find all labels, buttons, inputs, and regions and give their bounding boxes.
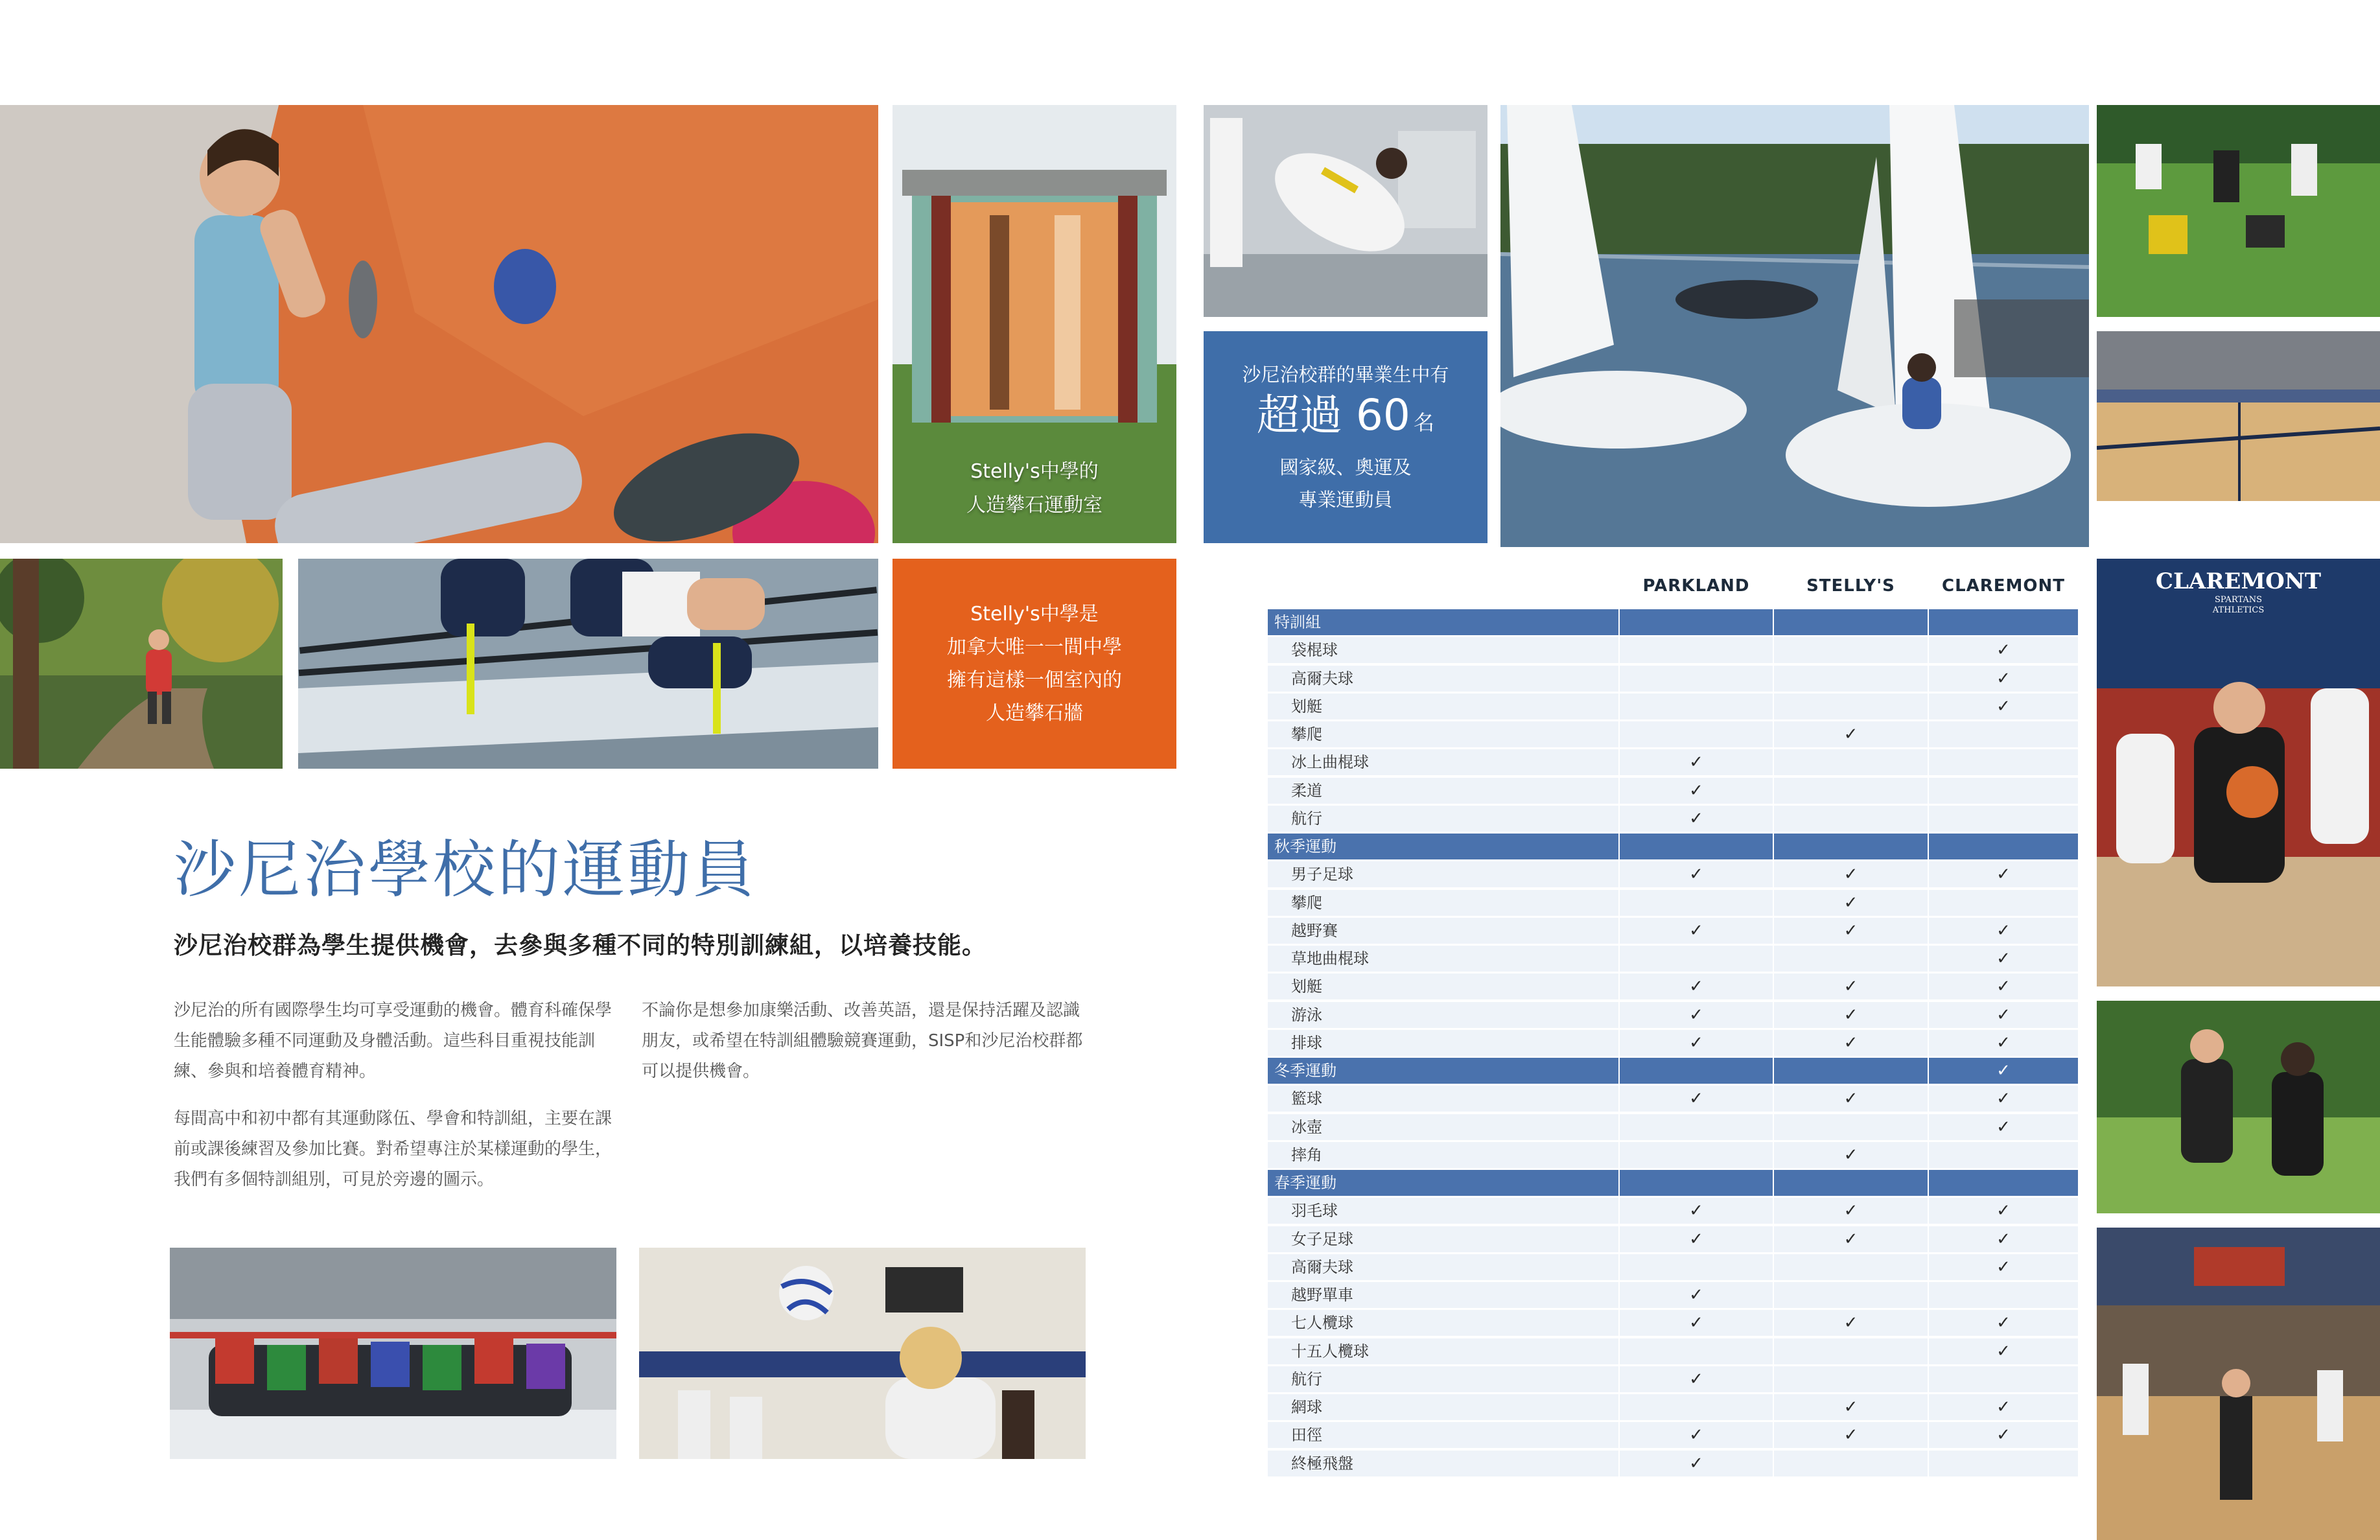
judo-photo <box>1204 105 1488 317</box>
body-column-1 <box>174 996 621 1212</box>
table-group-header <box>1268 609 2078 635</box>
table-group-header <box>1268 834 2078 859</box>
table-cell <box>1620 721 1773 747</box>
table-row <box>1268 946 2078 972</box>
check-mark-icon: ✓ <box>1996 1032 2011 1053</box>
sport-label: 越野賽 <box>1291 921 1338 940</box>
climbing-building-photo <box>892 105 1176 543</box>
table-cell <box>1774 834 1928 859</box>
table-cell <box>1774 637 1928 663</box>
graduates-callout-line3: 國家級、奧運及 <box>1279 456 1412 478</box>
check-mark-icon: ✓ <box>1996 1089 2011 1109</box>
sport-label: 划艇 <box>1291 697 1322 716</box>
check-mark-icon: ✓ <box>1843 1005 1858 1025</box>
group-label: 冬季運動 <box>1274 1062 1336 1080</box>
table-group-header <box>1268 1170 2078 1196</box>
table-row <box>1268 749 2078 775</box>
check-mark-icon: ✓ <box>1843 1313 1858 1333</box>
sport-label: 游泳 <box>1291 1005 1322 1024</box>
check-mark-icon: ✓ <box>1996 1061 2011 1080</box>
table-row <box>1268 637 2078 663</box>
table-cell <box>1774 609 1928 635</box>
check-mark-icon: ✓ <box>1996 949 2011 968</box>
table-cell <box>1774 1451 1928 1476</box>
table-cell <box>1620 834 1773 859</box>
table-cell <box>1929 806 2078 832</box>
table-cell <box>1620 946 1773 972</box>
check-mark-icon: ✓ <box>1996 1117 2011 1137</box>
field-hockey-photo <box>2097 105 2380 317</box>
table-row <box>1268 1086 2078 1112</box>
stelly-wall-caption-line1: Stelly's中學的 <box>970 460 1099 483</box>
table-cell <box>1929 721 2078 747</box>
check-mark-icon: ✓ <box>1689 1201 1703 1221</box>
sport-label: 攀爬 <box>1291 725 1322 743</box>
body-paragraph: 每間高中和初中都有其運動隊伍、學會和特訓組，主要在課前或課後練習及參加比賽。對希望專注於某樣運動的學生，我們有多個特訓組別，可見於旁邊的圖示。 <box>174 1109 612 1189</box>
check-mark-icon: ✓ <box>1689 920 1703 940</box>
check-mark-icon: ✓ <box>1843 865 1858 885</box>
check-mark-icon: ✓ <box>1689 752 1703 773</box>
check-mark-icon: ✓ <box>1843 1201 1858 1221</box>
sport-label: 航行 <box>1291 1370 1322 1388</box>
volleyball-photo <box>639 1248 1086 1459</box>
sport-label: 冰壺 <box>1291 1117 1322 1136</box>
table-cell <box>1929 890 2078 916</box>
check-mark-icon: ✓ <box>1689 808 1703 828</box>
table-row <box>1268 1114 2078 1140</box>
table-row <box>1268 974 2078 999</box>
table-cell <box>1774 806 1928 832</box>
column-header-claremont: CLAREMONT <box>1941 576 2066 596</box>
check-mark-icon: ✓ <box>1996 977 2011 997</box>
table-row <box>1268 806 2078 832</box>
sport-label: 網球 <box>1291 1398 1322 1416</box>
table-cell <box>1620 637 1773 663</box>
stelly-callout-line2: 加拿大唯一一間中學 <box>947 636 1122 659</box>
sport-label: 七人欖球 <box>1291 1314 1353 1333</box>
table-cell <box>1929 1366 2078 1392</box>
check-mark-icon: ✓ <box>1689 1005 1703 1025</box>
table-cell <box>1774 1170 1928 1196</box>
check-mark-icon: ✓ <box>1996 1425 2011 1445</box>
table-row <box>1268 1310 2078 1336</box>
table-row <box>1268 1226 2078 1252</box>
table-cell <box>1929 1282 2078 1308</box>
table-row <box>1268 778 2078 804</box>
table-cell <box>1929 834 2078 859</box>
column-header-parkland: PARKLAND <box>1642 576 1750 596</box>
table-row <box>1268 1338 2078 1364</box>
column-header-stellys: STELLY'S <box>1806 576 1895 596</box>
check-mark-icon: ✓ <box>1689 1453 1703 1473</box>
table-row <box>1268 861 2078 887</box>
stelly-callout-line4: 人造攀石牆 <box>986 702 1083 725</box>
table-row <box>1268 1366 2078 1392</box>
sport-label: 終極飛盤 <box>1291 1454 1353 1473</box>
table-cell <box>1774 1366 1928 1392</box>
check-mark-icon: ✓ <box>1689 1229 1703 1249</box>
table-row <box>1268 1142 2078 1168</box>
sport-label: 袋棍球 <box>1291 641 1338 660</box>
table-cell <box>1929 609 2078 635</box>
check-mark-icon: ✓ <box>1843 1397 1858 1417</box>
stelly-climbing-callout <box>892 559 1176 769</box>
table-cell <box>1774 1114 1928 1140</box>
claremont-banner-sub1: SPARTANS <box>2214 595 2263 605</box>
check-mark-icon: ✓ <box>1996 1313 2011 1333</box>
table-cell <box>1620 890 1773 916</box>
group-label: 秋季運動 <box>1274 837 1336 856</box>
table-cell <box>1620 1142 1773 1168</box>
table-row <box>1268 890 2078 916</box>
table-group-header <box>1268 1058 2078 1084</box>
check-mark-icon: ✓ <box>1996 668 2011 688</box>
table-cell <box>1620 1254 1773 1280</box>
table-row <box>1268 918 2078 944</box>
check-mark-icon: ✓ <box>1843 1229 1858 1249</box>
check-mark-icon: ✓ <box>1843 1145 1858 1165</box>
sport-label: 柔道 <box>1291 781 1322 800</box>
table-row <box>1268 1282 2078 1308</box>
check-mark-icon: ✓ <box>1996 1005 2011 1025</box>
sailing-photo <box>1500 105 2089 547</box>
check-mark-icon: ✓ <box>1689 1089 1703 1109</box>
page-subtitle: 沙尼治校群為學生提供機會，去參與多種不同的特別訓練組，以培養技能。 <box>174 931 986 959</box>
table-cell <box>1620 694 1773 719</box>
table-cell <box>1620 1058 1773 1084</box>
check-mark-icon: ✓ <box>1689 1313 1703 1333</box>
check-mark-icon: ✓ <box>1996 640 2011 660</box>
graduates-callout-line1: 沙尼治校群的畢業生中有 <box>1242 364 1449 386</box>
table-cell <box>1620 1338 1773 1364</box>
stelly-callout-line1: Stelly's中學是 <box>970 603 1099 625</box>
sport-label: 田徑 <box>1291 1426 1322 1445</box>
graduates-number: 超過 60 <box>1256 390 1410 440</box>
table-row <box>1268 1198 2078 1224</box>
check-mark-icon: ✓ <box>1996 696 2011 716</box>
check-mark-icon: ✓ <box>1996 1201 2011 1221</box>
table-row <box>1268 1030 2078 1056</box>
stelly-wall-caption-line2: 人造攀石運動室 <box>966 494 1102 517</box>
stelly-wall-caption <box>892 455 1176 522</box>
table-row <box>1268 694 2078 719</box>
table-cell <box>1620 1114 1773 1140</box>
claremont-banner-sub2: ATHLETICS <box>2212 605 2265 615</box>
sport-label: 籃球 <box>1291 1090 1322 1108</box>
sport-label: 划艇 <box>1291 977 1322 996</box>
check-mark-icon: ✓ <box>1996 865 2011 885</box>
check-mark-icon: ✓ <box>1689 1032 1703 1053</box>
table-cell <box>1620 1170 1773 1196</box>
table-cell <box>1929 1142 2078 1168</box>
sport-label: 羽毛球 <box>1291 1202 1338 1220</box>
table-cell <box>1774 778 1928 804</box>
table-cell <box>1774 749 1928 775</box>
check-mark-icon: ✓ <box>1843 920 1858 940</box>
climbing-wall-photo <box>0 105 878 543</box>
check-mark-icon: ✓ <box>1843 725 1858 744</box>
sport-label: 排球 <box>1291 1033 1322 1052</box>
basketball-game-photo <box>2097 1228 2380 1540</box>
table-row <box>1268 666 2078 692</box>
group-label: 春季運動 <box>1274 1174 1336 1192</box>
table-cell <box>1620 1394 1773 1420</box>
body-column-2 <box>642 996 1089 1104</box>
group-label: 特訓組 <box>1274 613 1321 631</box>
check-mark-icon: ✓ <box>1689 1425 1703 1445</box>
sport-label: 男子足球 <box>1291 865 1353 884</box>
table-cell <box>1774 1058 1928 1084</box>
sport-label: 摔角 <box>1291 1145 1322 1164</box>
table-cell <box>1774 694 1928 719</box>
stelly-callout-line3: 擁有這樣一個室內的 <box>947 669 1122 692</box>
table-cell <box>1774 946 1928 972</box>
gymnasium-photo <box>2097 331 2380 501</box>
check-mark-icon: ✓ <box>1996 1341 2011 1361</box>
graduates-unit: 名 <box>1414 410 1435 435</box>
rowing-photo <box>298 559 878 769</box>
body-paragraph: 不論你是想參加康樂活動、改善英語，還是保持活躍及認識朋友，或希望在特訓組體驗競賽運動，SISP和沙尼治校群都可以提供機會。 <box>642 1001 1083 1081</box>
ice-hockey-team-photo <box>170 1248 616 1459</box>
table-cell <box>1774 1254 1928 1280</box>
check-mark-icon: ✓ <box>1996 1257 2011 1277</box>
check-mark-icon: ✓ <box>1996 1229 2011 1249</box>
table-cell <box>1929 1451 2078 1476</box>
sport-label: 十五人欖球 <box>1291 1342 1369 1360</box>
table-cell <box>1929 1170 2078 1196</box>
check-mark-icon: ✓ <box>1689 780 1703 800</box>
check-mark-icon: ✓ <box>1843 977 1858 997</box>
check-mark-icon: ✓ <box>1996 920 2011 940</box>
golf-photo <box>2097 1001 2380 1213</box>
check-mark-icon: ✓ <box>1843 1425 1858 1445</box>
check-mark-icon: ✓ <box>1843 1032 1858 1053</box>
claremont-banner <box>2097 568 2380 616</box>
table-row <box>1268 721 2078 747</box>
sport-label: 越野單車 <box>1291 1286 1353 1304</box>
sport-label: 航行 <box>1291 809 1322 828</box>
check-mark-icon: ✓ <box>1689 865 1703 885</box>
sport-label: 攀爬 <box>1291 893 1322 912</box>
check-mark-icon: ✓ <box>1843 892 1858 913</box>
sport-label: 高爾夫球 <box>1291 1257 1353 1276</box>
table-row <box>1268 1254 2078 1280</box>
page-title: 沙尼治學校的運動員 <box>174 834 757 906</box>
check-mark-icon: ✓ <box>1689 977 1703 997</box>
sport-label: 冰上曲棍球 <box>1291 753 1369 772</box>
table-row <box>1268 1422 2078 1448</box>
table-cell <box>1774 1282 1928 1308</box>
check-mark-icon: ✓ <box>1843 1089 1858 1109</box>
basketball-photo <box>2097 559 2380 986</box>
claremont-banner-title: CLAREMONT <box>2155 568 2322 594</box>
table-cell <box>1620 609 1773 635</box>
table-row <box>1268 1394 2078 1420</box>
check-mark-icon: ✓ <box>1996 1397 2011 1417</box>
table-cell <box>1929 778 2078 804</box>
sport-label: 女子足球 <box>1291 1230 1353 1248</box>
sport-label: 高爾夫球 <box>1291 669 1353 688</box>
table-cell <box>1774 1338 1928 1364</box>
table-cell <box>1774 666 1928 692</box>
sport-label: 草地曲棍球 <box>1291 950 1369 968</box>
table-cell <box>1620 666 1773 692</box>
check-mark-icon: ✓ <box>1689 1369 1703 1389</box>
body-paragraph: 沙尼治的所有國際學生均可享受運動的機會。體育科確保學生能體驗多種不同運動及身體活動。這些科目重視技能訓練、參與和培養體育精神。 <box>174 1001 612 1081</box>
table-cell <box>1929 749 2078 775</box>
graduates-callout <box>1204 331 1488 543</box>
table-row <box>1268 1451 2078 1476</box>
check-mark-icon: ✓ <box>1689 1285 1703 1305</box>
cross-country-photo <box>0 559 283 769</box>
table-row <box>1268 1002 2078 1028</box>
graduates-callout-line4: 專業運動員 <box>1298 489 1393 511</box>
